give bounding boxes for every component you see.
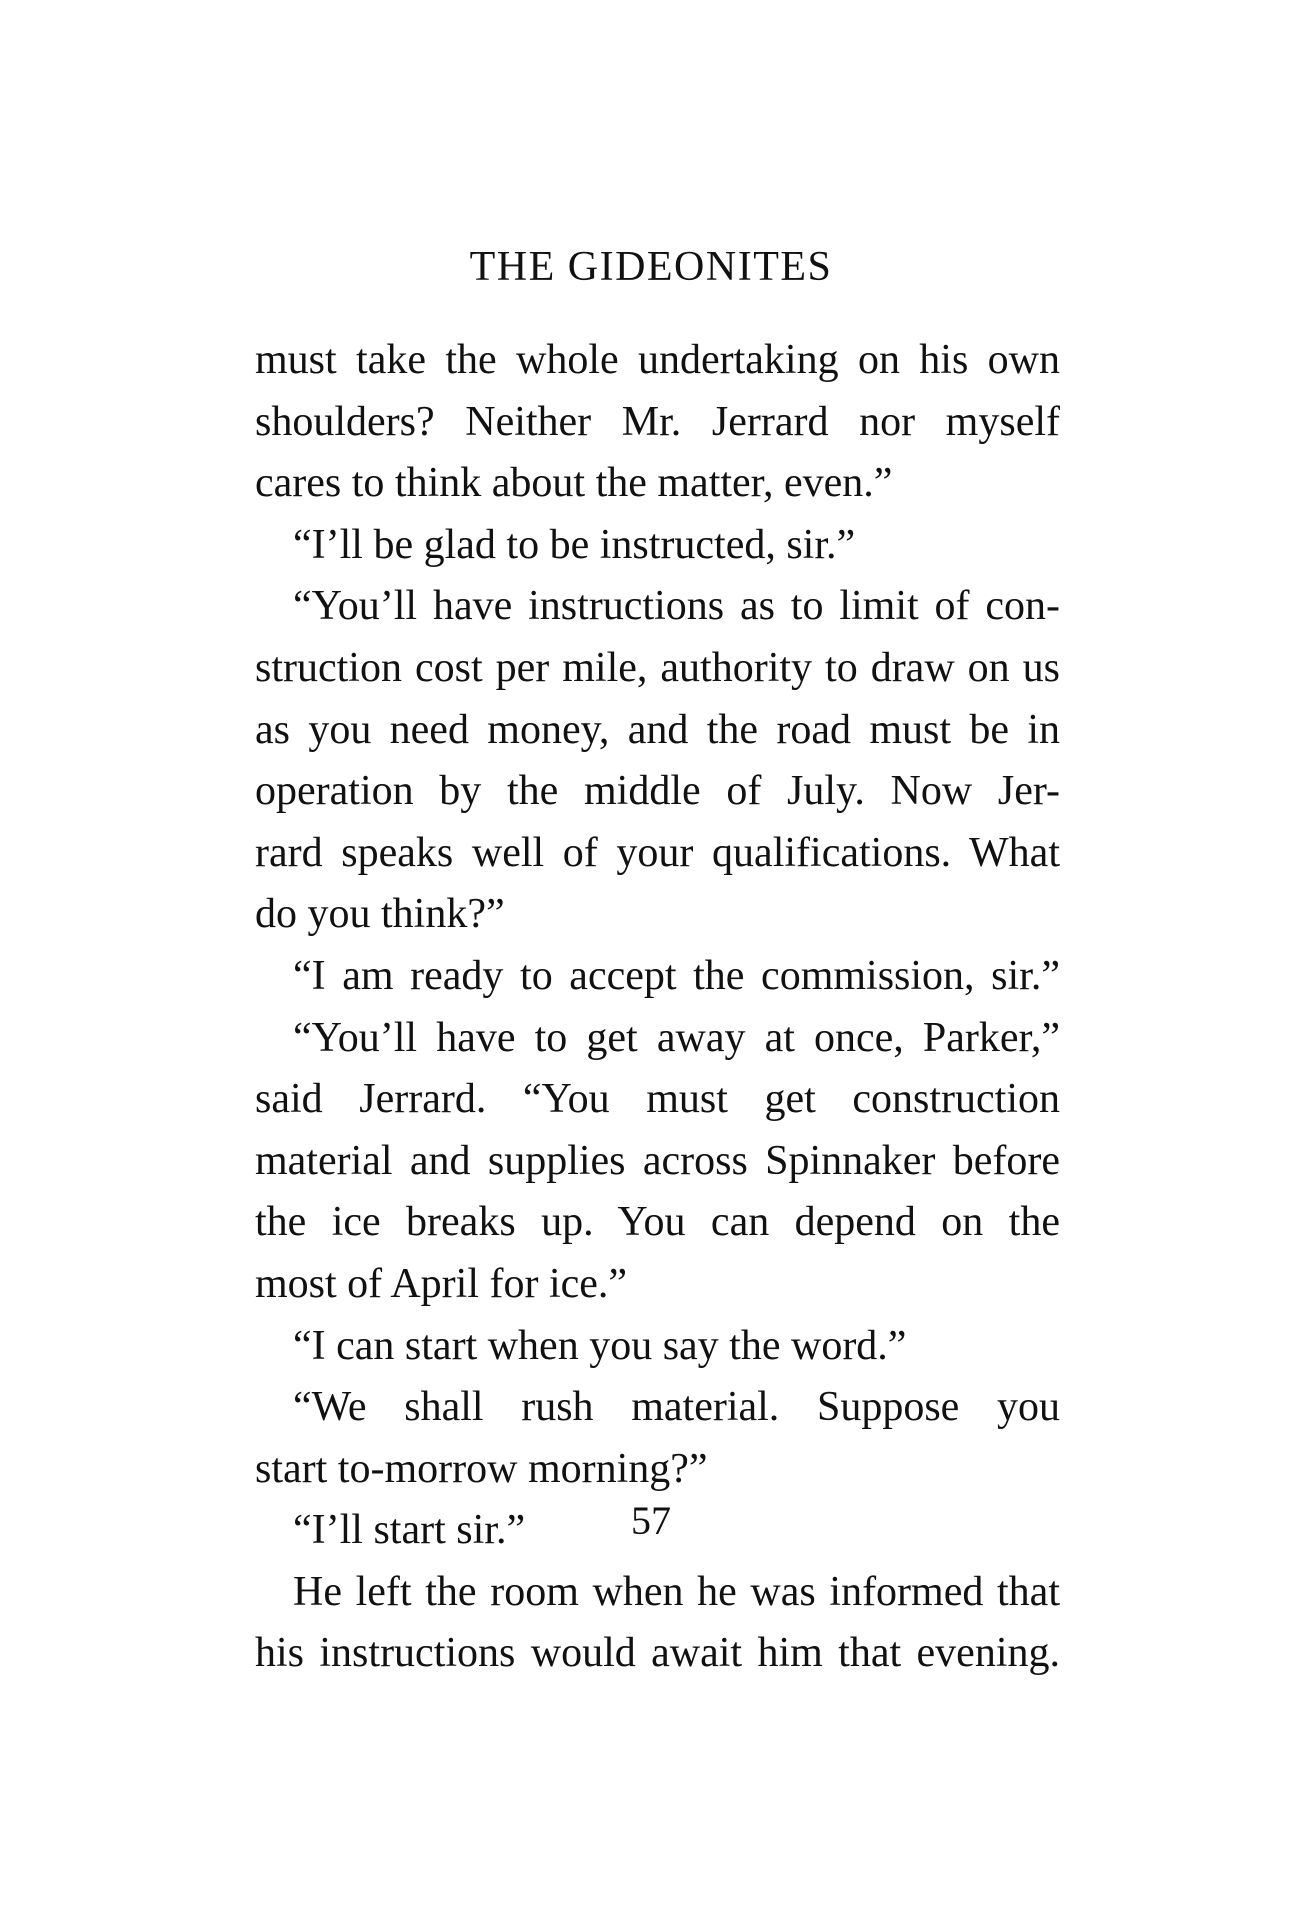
text-line: “I’ll be glad to be instructed, sir.” — [293, 521, 856, 568]
text-line: do you think?” — [255, 891, 505, 938]
text-line: must take the whole undertaking on his own — [255, 337, 1060, 383]
text-line: “You’ll have instructions as to limit of con- — [293, 583, 1060, 630]
text-line: the ice breaks up. You can depend on the — [255, 1199, 1060, 1246]
text-line: He left the room when he was informed that — [293, 1568, 1060, 1615]
text-line: “I am ready to accept the commission, sir.” — [293, 952, 1060, 999]
text-line: “I can start when you say the word.” — [293, 1322, 907, 1369]
text-line: as you need money, and the road must be in — [255, 706, 1060, 753]
text-line: his instructions would await him that evening. — [255, 1630, 1060, 1677]
page-number: 57 — [631, 1498, 671, 1543]
text-line: operation by the middle of July. Now Jer- — [255, 768, 1060, 815]
body-text — [255, 330, 1060, 1685]
text-line: “I’ll start sir.” — [293, 1507, 526, 1554]
text-line: most of April for ice.” — [255, 1260, 628, 1307]
text-line: “You’ll have to get away at once, Parker,” — [293, 1014, 1060, 1061]
running-head: THE GIDEONITES — [469, 244, 833, 290]
text-line: rard speaks well of your qualifications. What — [255, 829, 1060, 876]
text-line: “We shall rush material. Suppose you — [293, 1384, 1060, 1431]
text-line: material and supplies across Spinnaker before — [255, 1137, 1060, 1184]
text-line: said Jerrard. “You must get construction — [255, 1076, 1060, 1123]
text-line: struction cost per mile, authority to draw on us — [255, 644, 1060, 691]
text-line: shoulders? Neither Mr. Jerrard nor myself — [255, 398, 1060, 445]
text-line: cares to think about the matter, even.” — [255, 460, 893, 507]
text-line: start to-morrow morning?” — [255, 1445, 708, 1492]
